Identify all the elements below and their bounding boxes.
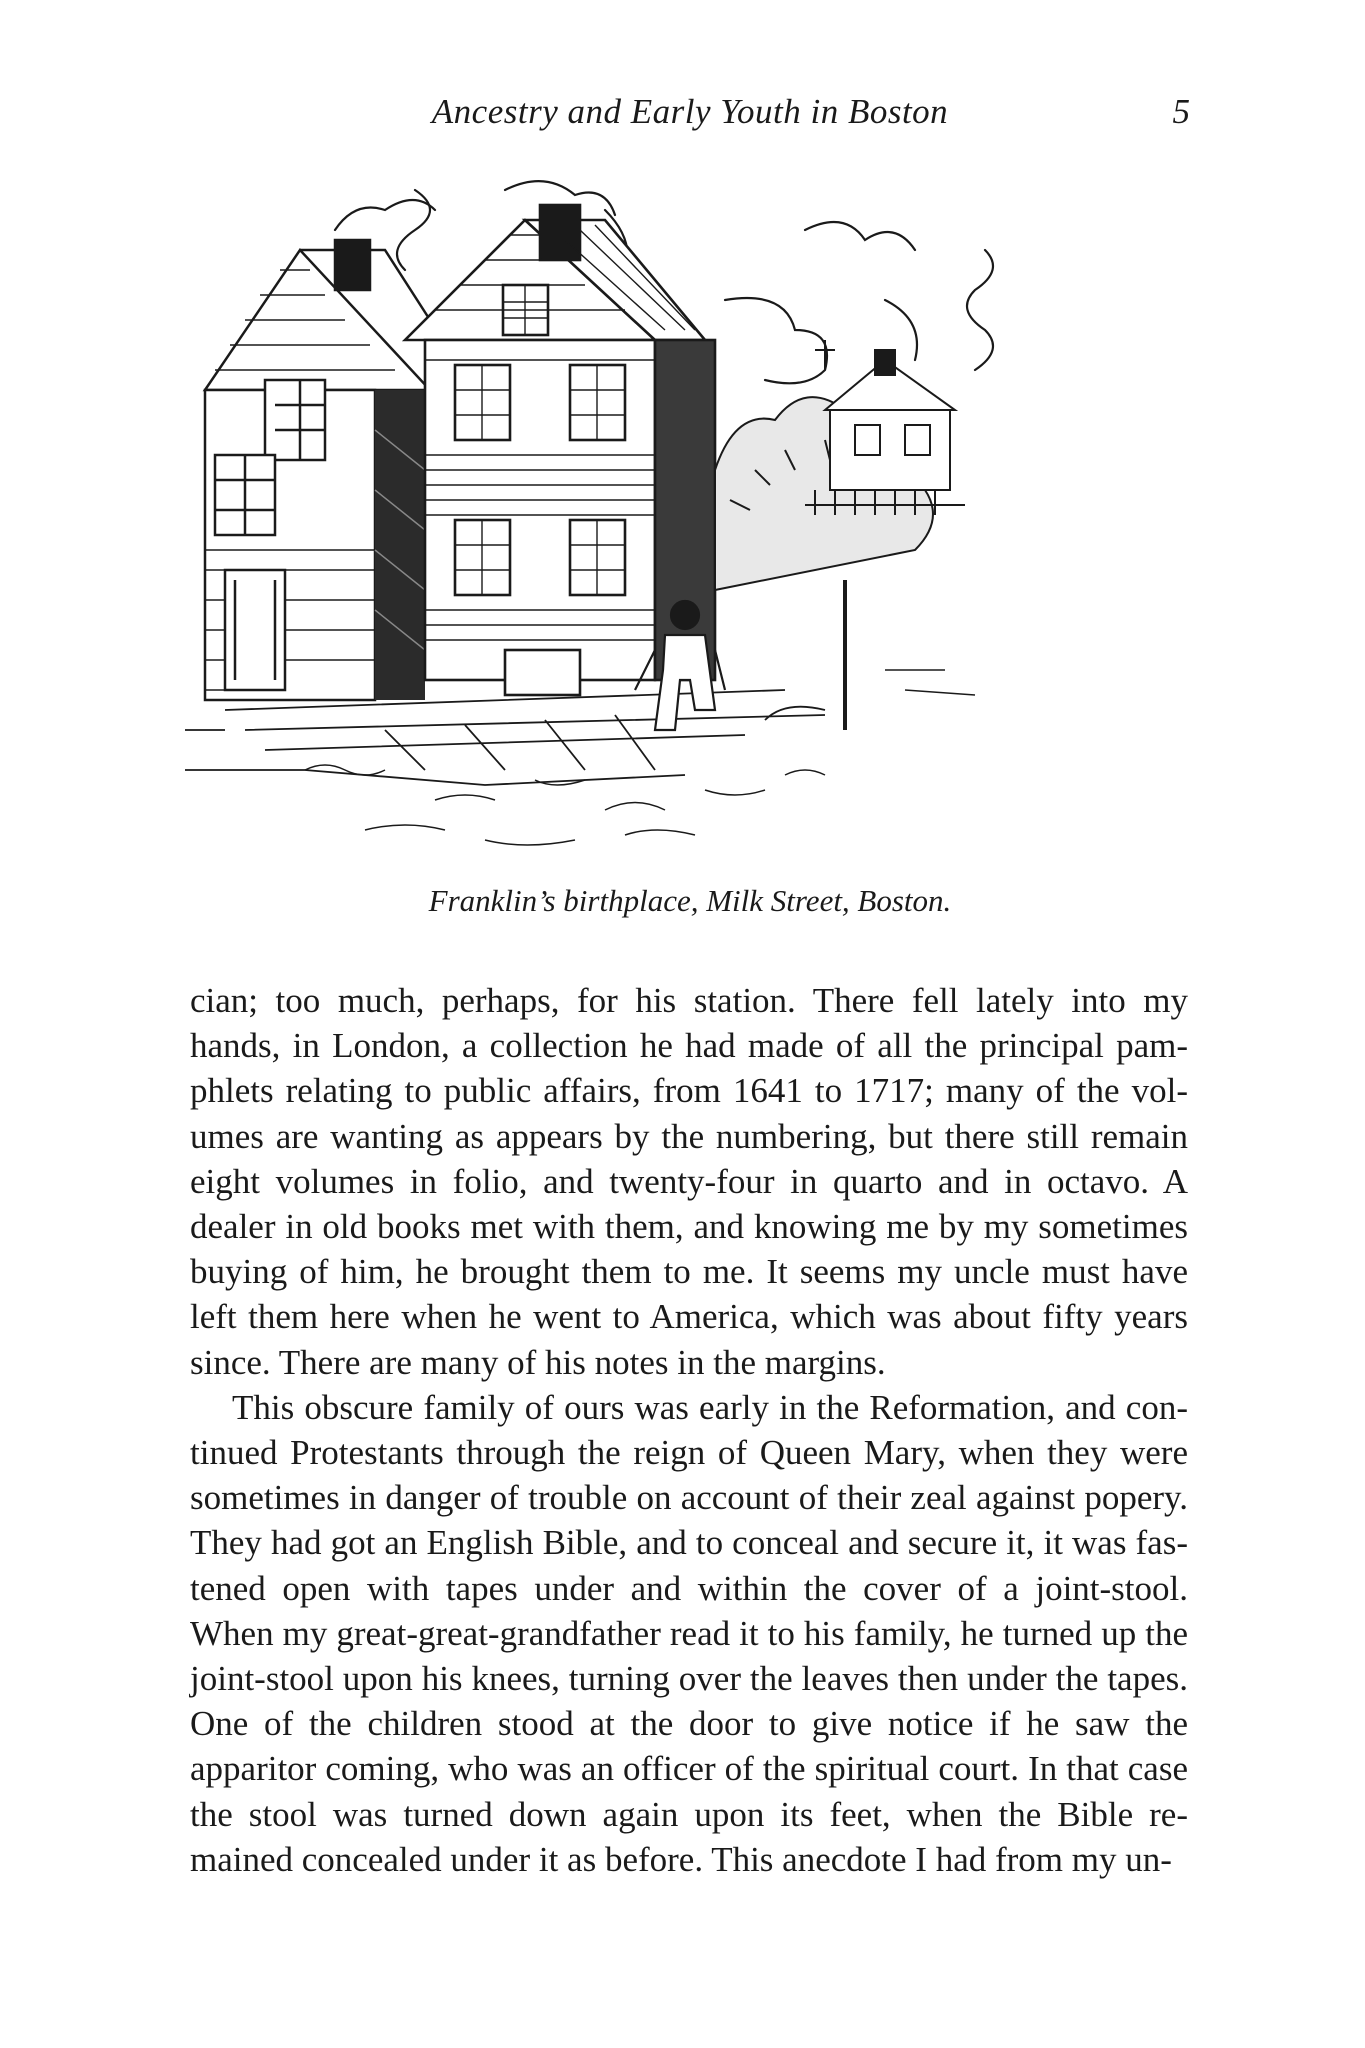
running-title: Ancestry and Early Youth in Boston bbox=[431, 92, 949, 131]
paragraph: cian; too much, perhaps, for his station. There fell lately into my hands, in London, a collection he had made of all the principal pamphlets relating to public affairs, from 1641 to 1717; many of the volumes are wanting as appears by the numbering, but there still remain eight volumes in folio, and twenty-four in quarto and in octavo. A dealer in old books met with them, and knowing me by my sometimes buying of him, he brought them to me. It seems my uncle must have left them here when he went to America, which was about fifty years since. There are many of his notes in the margins. bbox=[190, 981, 1188, 1382]
house-engraving-icon bbox=[185, 170, 1185, 870]
page-number: 5 bbox=[1172, 92, 1190, 131]
figure-caption: Franklin’s birthplace, Milk Street, Boston. bbox=[428, 883, 952, 918]
house-engraving-illustration bbox=[185, 170, 1185, 870]
running-head bbox=[190, 92, 1190, 142]
body-text bbox=[190, 978, 1188, 1882]
paragraph: This obscure family of ours was early in the Reformation, and continued Protestants through the reign of Queen Mary, when they were sometimes in danger of trouble on account of their zeal against popery. They had got an English Bible, and to conceal and secure it, it was fastened open with tapes under and within the cover of a joint-stool. When my great-great-grandfather read it to his family, he turned up the joint-stool upon his knees, turning over the leaves then under the tapes. One of the children stood at the door to give notice if he saw the apparitor coming, who was an officer of the spiritual court. In that case the stool was turned down again upon its feet, when the Bible remained concealed under it as before. This anecdote I had from my un- bbox=[190, 1387, 1188, 1879]
